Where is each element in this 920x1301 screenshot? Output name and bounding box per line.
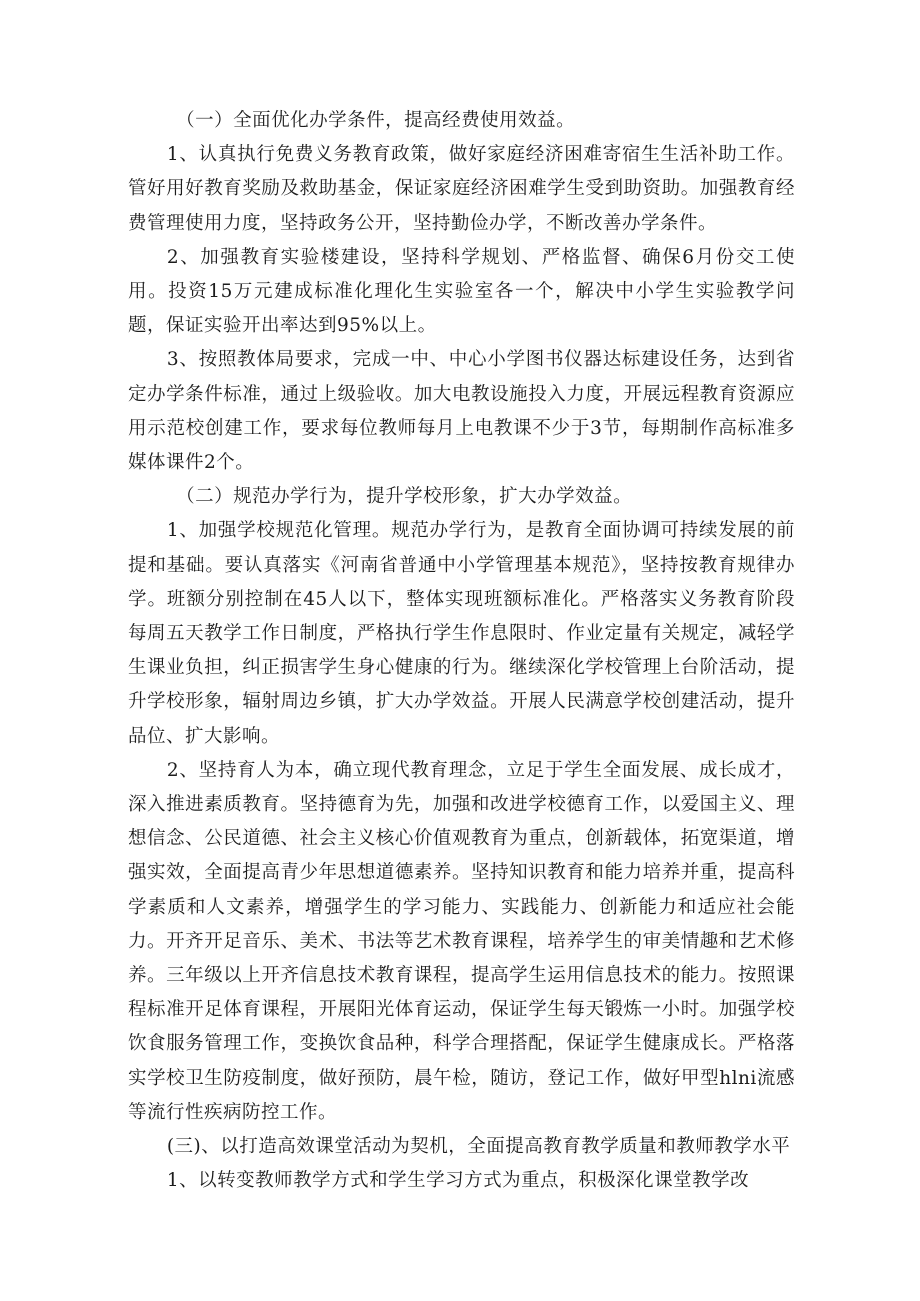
paragraph: 1、认真执行免费义务教育政策，做好家庭经济困难寄宿生生活补助工作。管好用好教育奖励及救助基金，保证家庭经济困难学生受到助资助。加强教育经费管理使用力度，坚持政务公开，坚持勤俭办学，不断改善办学条件。: [128, 144, 795, 234]
section-heading-2: （二）规范办学行为，提升学校形象，扩大办学效益。: [176, 486, 633, 508]
paragraph: 1、加强学校规范化管理。规范办学行为，是教育全面协调可持续发展的前提和基础。要认真落实《河南省普通中小学管理基本规范》，坚持按教育规律办学。班额分别控制在45人以下，整体实现班额标准化。严格落实义务教育阶段每周五天教学工作日制度，严格执行学生作息限时、作业定量有关规定，减轻学生课业负担，纠正损害学生身心健康的行为。继续深化学校管理上台阶活动，提升学校形象，辐射周边乡镇，扩大办学效益。开展人民满意学校创建活动，提升品位、扩大影响。: [128, 520, 795, 747]
paragraph: 3、按照教体局要求，完成一中、中心小学图书仪器达标建设任务，达到省定办学条件标准，通过上级验收。加大电教设施投入力度，开展远程教育资源应用示范校创建工作，要求每位教师每月上电教课不少于3节，每期制作高标准多媒体课件2个。: [128, 349, 795, 474]
section-heading-3: (三)、以打造高效课堂活动为契机，全面提高教育教学质量和教师教学水平: [166, 1136, 791, 1158]
document-body: [128, 104, 795, 1199]
paragraph: 2、加强教育实验楼建设，坚持科学规划、严格监督、确保6月份交工使用。投资15万元建成标准化理化生实验室各一个，解决中小学生实验教学问题，保证实验开出率达到95%以上。: [128, 246, 795, 337]
section-heading-1: （一）全面优化办学条件，提高经费使用效益。: [176, 110, 576, 131]
paragraph: 2、坚持育人为本，确立现代教育理念，立足于学生全面发展、成长成才，深入推进素质教育。坚持德育为先，加强和改进学校德育工作，以爱国主义、理想信念、公民道德、社会主义核心价值观教育为重点，创新载体，拓宽渠道，增强实效，全面提高青少年思想道德素养。坚持知识教育和能力培养并重，提高科学素质和人文素养，增强学生的学习能力、实践能力、创新能力和适应社会能力。开齐开足音乐、美术、书法等艺术教育课程，培养学生的审美情趣和艺术修养。三年级以上开齐信息技术教育课程，提高学生运用信息技术的能力。按照课程标准开足体育课程，开展阳光体育运动，保证学生每天锻炼一小时。加强学校饮食服务管理工作，变换饮食品种，科学合理搭配，保证学生健康成长。严格落实学校卫生防疫制度，做好预防，晨午检，随访，登记工作，做好甲型hlni流感等流行性疾病防控工作。: [128, 759, 795, 1123]
paragraph: 1、以转变教师教学方式和学生学习方式为重点，积极深化课堂教学改: [166, 1170, 750, 1192]
